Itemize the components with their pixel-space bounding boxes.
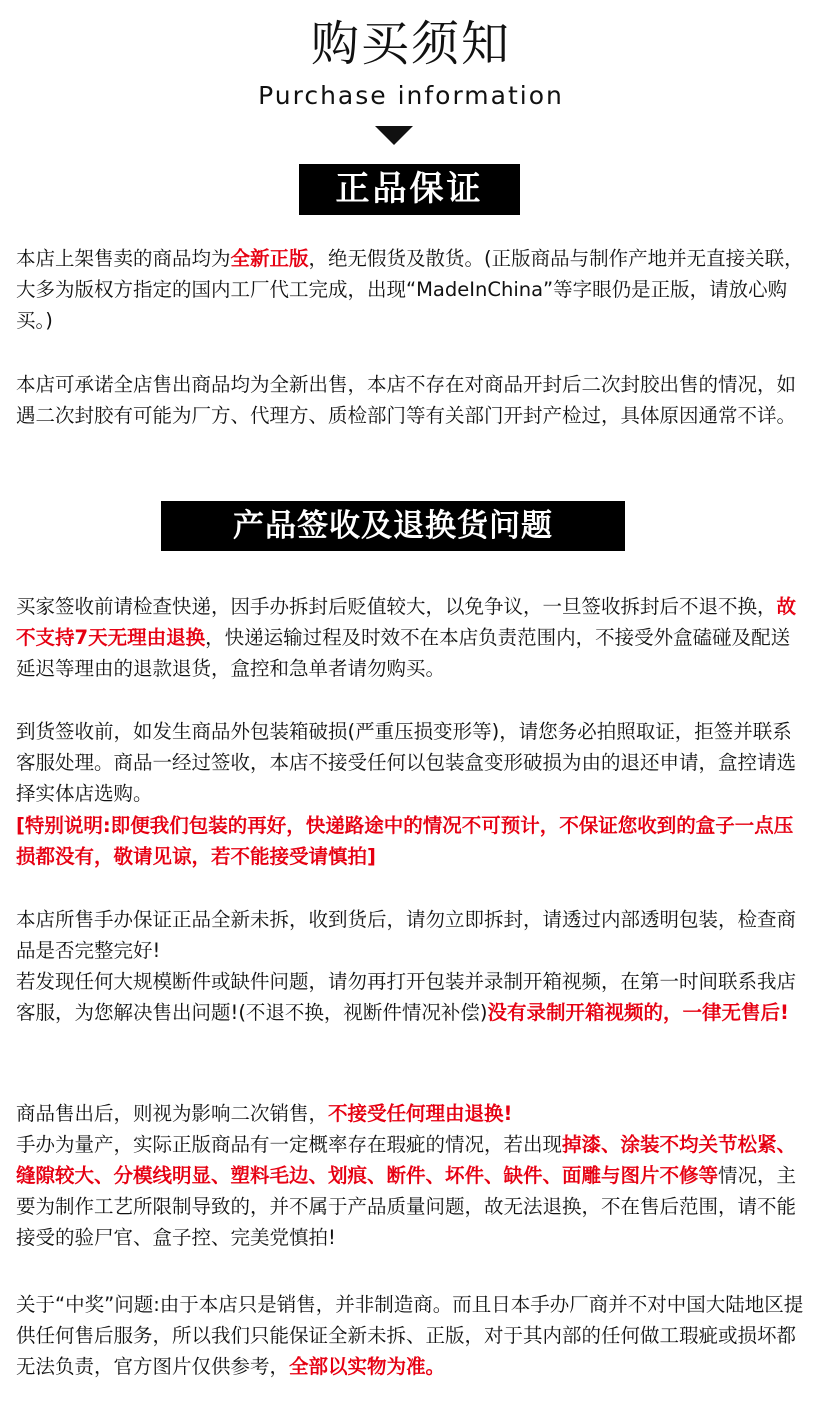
- highlight-text: 故不支持7天无理由退换: [16, 595, 797, 649]
- highlight-text: 不接受任何理由退换!: [328, 1102, 513, 1125]
- text: 商品售出后，则视为影响二次销售，: [16, 1102, 329, 1125]
- paragraph-inspection: [16, 591, 808, 684]
- text: 手办为量产，实际正版商品有一定概率存在瑕疵的情况，若出现: [16, 1133, 563, 1156]
- text: 买家签收前请检查快递，因手办拆封后贬值较大，以免争议，一旦签收拆封后不退不换，: [16, 595, 777, 618]
- paragraph-authentic-guarantee: [16, 243, 808, 336]
- paragraph-lottery: [16, 1289, 808, 1382]
- highlight-text: 掉漆、涂装不均关节松紧、缝隙较大、分模线明显、塑料毛边、划痕、断件、坏件、缺件、面雕与图片不修等: [16, 1133, 797, 1187]
- page-subtitle: Purchase information: [258, 81, 564, 110]
- highlight-text: 全新正版: [230, 247, 309, 270]
- paragraph-no-return: [16, 1098, 808, 1129]
- text: 情况，主要为制作工艺所限制导致的，并不属于产品质量问题，故无法退换，不在售后范围，请不能接受的验尸官、盒子控、完美党慎拍!: [16, 1164, 797, 1249]
- section-heading-authentic: 正品保证: [299, 164, 520, 215]
- highlight-text: 全部以实物为准。: [289, 1355, 446, 1378]
- text: ，快递运输过程及时效不在本店负责范围内，不接受外盒磕碰及配送延迟等理由的退款退货，盒控和急单者请勿购买。: [16, 626, 791, 680]
- paragraph-damaged-package: 到货签收前，如发生商品外包装箱破损(严重压损变形等)，请您务必拍照取证，拒签并联系客服处理。商品一经过签收，本店不接受任何以包装盒变形破损为由的退还申请，盒控请选择实体店选购。: [16, 720, 797, 805]
- paragraph-special-note: [特别说明:即便我们包装的再好，快递路途中的情况不可预计，不保证您收到的盒子一点压损都没有，敬请见谅，若不能接受请慎拍]: [16, 814, 794, 868]
- text: 若发现任何大规模断件或缺件问题，请勿再打开包装并录制开箱视频，在第一时间联系我店客服，为您解决售出问题!(不退不换，视断件情况补偿): [16, 970, 797, 1024]
- text: ，绝无假货及散货。(正版商品与制作产地并无直接关联，大多为版权方指定的国内工厂代工完成，出现“MadeInChina”等字眼仍是正版，请放心购买。): [16, 247, 804, 332]
- paragraph-new-condition: 本店可承诺全店售出商品均为全新出售，本店不存在对商品开封后二次封胶出售的情况，如遇二次封胶有可能为厂方、代理方、质检部门等有关部门开封产检过，具体原因通常不详。: [16, 373, 797, 427]
- triangle-down-icon: [375, 126, 413, 145]
- paragraph-unboxing-video: [16, 966, 808, 1028]
- highlight-text: 没有录制开箱视频的，一律无售后!: [487, 1001, 789, 1024]
- text: 关于“中奖”问题:由于本店只是销售，并非制造商。而且日本手办厂商并不对中国大陆地区提供任何售后服务，所以我们只能保证全新未拆、正版，对于其内部的任何做工瑕疵或损坏都无法负责，官方图片仅供参考，: [16, 1293, 804, 1378]
- text: 本店上架售卖的商品均为: [16, 247, 231, 270]
- section-heading-returns: 产品签收及退换货问题: [161, 501, 625, 551]
- paragraph-defects: [16, 1129, 808, 1253]
- page-title: 购买须知: [310, 16, 511, 72]
- paragraph-sealed-check: 本店所售手办保证正品全新未拆，收到货后，请勿立即拆封，请透过内部透明包装，检查商品是否完整完好!: [16, 908, 797, 962]
